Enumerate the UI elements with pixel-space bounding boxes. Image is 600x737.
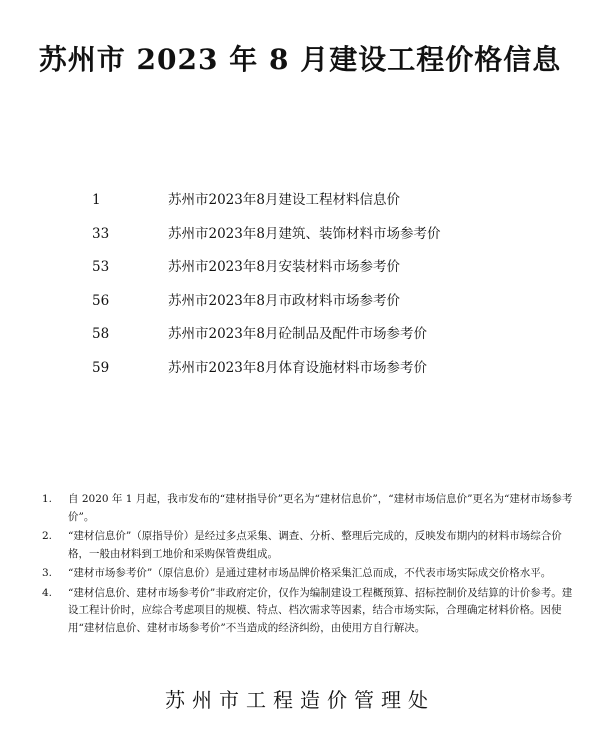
note-text: “建材市场参考价”（原信息价）是通过建材市场品牌价格采集汇总而成，不代表市场实际成交价格水平。	[68, 567, 552, 579]
note-item	[42, 528, 580, 563]
toc-entry	[92, 188, 572, 222]
toc-entry-title: 苏州市2023年8月体育设施材料市场参考价	[168, 359, 427, 376]
note-number: 4.	[42, 586, 53, 599]
toc-entry-title: 苏州市2023年8月砼制品及配件市场参考价	[168, 326, 427, 343]
toc-page-number: 59	[92, 359, 110, 376]
toc-entry	[92, 289, 572, 323]
toc-page-number: 56	[92, 292, 110, 309]
note-number: 1.	[42, 493, 53, 505]
toc-page-number: 58	[92, 326, 110, 343]
notes-section	[42, 491, 580, 639]
note-item	[42, 491, 580, 526]
note-item	[42, 585, 580, 638]
toc-entry-title: 苏州市2023年8月安装材料市场参考价	[168, 259, 400, 276]
note-number: 3.	[42, 567, 53, 579]
note-item	[42, 565, 580, 583]
toc-page-number: 53	[92, 259, 110, 276]
toc-entry	[92, 255, 572, 289]
note-text: “建材信息价、建材市场参考价”非政府定价，仅作为编制建设工程概预算、招标控制价及结算的计价参考。建设工程计价时，应综合考虑项目的规模、特点、档次需求等因素，结合市场实际，合理确定材料价格。因使用“建材信息价、建材市场参考价”不当造成的经济纠纷，由使用方自行解决。	[68, 586, 573, 634]
document-title: 苏州市 2023 年 8 月建设工程价格信息	[38, 43, 562, 76]
toc-entry	[92, 222, 572, 256]
table-of-contents	[92, 188, 572, 390]
toc-page-number: 1	[92, 192, 101, 208]
note-text: “建材信息价”（原指导价）是经过多点采集、调查、分析、整理后完成的，反映发布期内的材料市场综合价格，一般由材料到工地价和采购保管费组成。	[68, 530, 562, 560]
toc-entry	[92, 322, 572, 356]
note-text: 自 2020 年 1 月起，我市发布的“建材指导价”更名为“建材信息价”，“建材市场信息价”更名为“建材市场参考价”。	[68, 493, 573, 523]
toc-entry-title: 苏州市2023年8月市政材料市场参考价	[168, 292, 400, 309]
issuing-authority: 苏州市工程造价管理处	[165, 688, 435, 712]
toc-page-number: 33	[92, 225, 110, 242]
toc-entry	[92, 356, 572, 390]
toc-entry-title: 苏州市2023年8月建筑、装饰材料市场参考价	[168, 225, 441, 242]
note-number: 2.	[42, 530, 53, 542]
toc-entry-title: 苏州市2023年8月建设工程材料信息价	[168, 192, 400, 208]
